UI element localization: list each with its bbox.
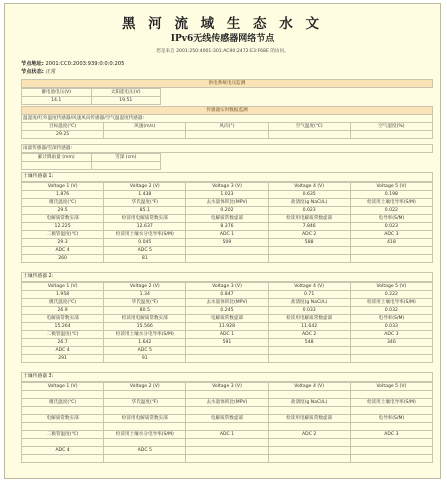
- table-row: [22, 307, 433, 315]
- target-temp-header: 目标温度(℃): [22, 123, 104, 131]
- table-row: [22, 283, 433, 291]
- soil-header-cell: Voltage 3 (V): [186, 183, 268, 191]
- soil-value-cell: [186, 455, 268, 463]
- soil-header-cell: 检读用土壤水分电导率(S/M): [104, 431, 186, 439]
- soil-value-cell: [268, 439, 350, 447]
- soil-header-cell: [268, 447, 350, 455]
- visitor-source-text: 您是来自 2001:250:4001:301:AC90:2472:E3:F68E 的访问。: [156, 49, 289, 54]
- soil-value-cell: [350, 439, 432, 447]
- soil-value-cell: [350, 423, 432, 431]
- table-row: [22, 447, 433, 455]
- soil-value-cell: [104, 391, 186, 399]
- soil-value-cell: [186, 407, 268, 415]
- soil-header-cell: [350, 447, 432, 455]
- soil-header-cell: ADC 4: [22, 447, 104, 455]
- air-humidity-header: 空气湿度(%): [350, 123, 432, 131]
- soil-header-cell: 电导率(S/M): [350, 415, 432, 423]
- table-row: [22, 199, 433, 207]
- soil-value-cell: 15.566: [104, 323, 186, 331]
- soil-value-cell: 1.023: [186, 191, 268, 199]
- soil-header-cell: 检读用电解质常数虚部: [268, 415, 350, 423]
- soil-value-cell: 0.022: [350, 207, 432, 215]
- soil-value-cell: 0.032: [350, 307, 432, 315]
- table-row: [22, 299, 433, 307]
- wind-speed-header: 风速(m/s): [104, 123, 186, 131]
- node-address-line: [21, 60, 124, 67]
- soil-value-cell: [186, 255, 268, 263]
- battery-voltage-header: 蓄电池电压(V): [22, 89, 92, 97]
- soil-header-cell: 检读用电解质常数虚部: [268, 315, 350, 323]
- soil-header-cell: ADC 2: [268, 431, 350, 439]
- battery-voltage-value: 14.1: [22, 97, 92, 105]
- soil-header-cell: 摄氏温度(℃): [22, 399, 104, 407]
- soil-value-cell: 1.642: [104, 339, 186, 347]
- soil-header-cell: 摄氏温度(℃): [22, 199, 104, 207]
- page-frame: [4, 3, 441, 479]
- soil-header-cell: 检读用电解质常数实部: [104, 315, 186, 323]
- soil-value-cell: [22, 455, 104, 463]
- soil-value-cell: [350, 455, 432, 463]
- soil-value-cell: 260: [22, 255, 104, 263]
- rain-table: [21, 153, 161, 170]
- soil-value-cell: 91: [104, 355, 186, 363]
- soil-header-cell: Voltage 3 (V): [186, 383, 268, 391]
- table-row: [22, 331, 433, 339]
- table-row: [22, 223, 433, 231]
- soil-header-cell: 摄氏温度(℃): [22, 299, 104, 307]
- soil-value-cell: 0.71: [268, 291, 350, 299]
- table-row: [22, 231, 433, 239]
- soil-header-cell: 电解质常数虚部: [186, 415, 268, 423]
- table-row: [22, 415, 433, 423]
- snow-depth-value: [91, 162, 161, 170]
- soil-value-cell: [268, 355, 350, 363]
- soil-value-cell: 12.637: [104, 223, 186, 231]
- soil-value-cell: 0.045: [104, 239, 186, 247]
- soil-value-cell: 12.225: [22, 223, 104, 231]
- soil-value-cell: 15.264: [22, 323, 104, 331]
- soil-value-cell: 11.642: [268, 323, 350, 331]
- power-table: [21, 79, 433, 88]
- soil-sensor-label: 土壤传感器 3:: [21, 372, 433, 382]
- table-row: [22, 323, 433, 331]
- soil-sensor-label: 土壤传感器 1:: [21, 172, 433, 182]
- soil-header-cell: [350, 247, 432, 255]
- soil-value-cell: [186, 391, 268, 399]
- soil-header-cell: 电解质常数虚部: [186, 315, 268, 323]
- soil-header-cell: ADC 4: [22, 347, 104, 355]
- soil-header-cell: 检读用土壤电导率(S/M): [350, 299, 432, 307]
- soil-value-cell: [22, 391, 104, 399]
- soil-value-cell: [186, 355, 268, 363]
- soil-value-cell: [350, 355, 432, 363]
- rain-section: [21, 144, 433, 170]
- soil-header-cell: ADC 2: [268, 331, 350, 339]
- soil-header-cell: Voltage 5 (V): [350, 383, 432, 391]
- soil-header-cell: Voltage 4 (V): [268, 283, 350, 291]
- soil-header-cell: ADC 2: [268, 231, 350, 239]
- soil-value-cell: 26.7: [22, 339, 104, 347]
- soil-header-cell: 检读用土壤水分电导率(S/M): [104, 331, 186, 339]
- soil-header-cell: 去水量体积比(MPV): [186, 399, 268, 407]
- snow-depth-header: 雪深 (cm): [91, 154, 161, 162]
- soil-header-cell: Voltage 4 (V): [268, 383, 350, 391]
- soil-sensor-1: [21, 172, 433, 263]
- realtime-sensor-note: 温湿度/红外温度传感器/风速风向传感器/空气温湿度传感器:: [22, 115, 433, 123]
- soil-header-cell: 电解质常数虚部: [186, 215, 268, 223]
- soil-header-cell: [350, 347, 432, 355]
- table-row: [22, 247, 433, 255]
- soil-sensor-table: [21, 282, 433, 363]
- table-row: [22, 347, 433, 355]
- soil-value-cell: [22, 423, 104, 431]
- node-status-value: 正常: [45, 69, 56, 75]
- power-values-table: [21, 88, 161, 105]
- soil-sensor-2: [21, 272, 433, 363]
- soil-value-cell: [186, 423, 268, 431]
- soil-value-cell: 0.847: [186, 291, 268, 299]
- air-temp-header: 空气温度(℃): [268, 123, 350, 131]
- soil-header-cell: 华氏温度(℉): [104, 299, 186, 307]
- soil-header-cell: Voltage 2 (V): [104, 283, 186, 291]
- power-section-title: 供电系统电压监测: [22, 80, 433, 88]
- soil-header-cell: Voltage 4 (V): [268, 183, 350, 191]
- soil-header-cell: Voltage 5 (V): [350, 283, 432, 291]
- soil-value-cell: 0.023: [268, 207, 350, 215]
- air-temp-value: [268, 131, 350, 139]
- soil-value-cell: [22, 407, 104, 415]
- soil-header-cell: 二极管温度(℃): [22, 331, 104, 339]
- soil-value-cell: [350, 391, 432, 399]
- soil-value-cell: 418: [350, 239, 432, 247]
- soil-header-cell: Voltage 5 (V): [350, 183, 432, 191]
- soil-header-cell: [186, 447, 268, 455]
- soil-value-cell: [104, 407, 186, 415]
- soil-value-cell: 509: [186, 239, 268, 247]
- soil-value-cell: 8.376: [186, 223, 268, 231]
- page-subtitle: IPv6无线传感器网络节点: [170, 34, 275, 44]
- soil-header-cell: ADC 1: [186, 231, 268, 239]
- soil-header-cell: ADC 3: [350, 231, 432, 239]
- table-row: [22, 439, 433, 447]
- table-row: [22, 339, 433, 347]
- soil-header-cell: 盐渍度(g NaCl/L): [268, 399, 350, 407]
- soil-value-cell: [104, 455, 186, 463]
- node-status-label: 节点状态:: [21, 69, 44, 75]
- soil-header-cell: 二极管温度(℃): [22, 231, 104, 239]
- solar-voltage-header: 太阳能电压(V): [91, 89, 161, 97]
- soil-value-cell: 26.9: [22, 307, 104, 315]
- soil-header-cell: ADC 1: [186, 331, 268, 339]
- soil-header-cell: 电导率(S/M): [350, 215, 432, 223]
- soil-value-cell: [268, 255, 350, 263]
- soil-header-cell: 电解质常数实部: [22, 415, 104, 423]
- wind-direction-header: 风向(°): [186, 123, 268, 131]
- soil-header-cell: Voltage 2 (V): [104, 383, 186, 391]
- soil-value-cell: 29.5: [22, 207, 104, 215]
- soil-header-cell: 检读用电解质常数实部: [104, 215, 186, 223]
- soil-header-cell: ADC 3: [350, 331, 432, 339]
- soil-sensor-3: [21, 372, 433, 463]
- soil-value-cell: [268, 391, 350, 399]
- soil-value-cell: 0.635: [268, 191, 350, 199]
- realtime-table: [21, 106, 433, 139]
- soil-sensor-label: 土壤传感器 2:: [21, 272, 433, 282]
- table-row: [22, 183, 433, 191]
- soil-value-cell: 0.198: [350, 191, 432, 199]
- soil-value-cell: 591: [186, 339, 268, 347]
- soil-header-cell: 检读用电解质常数实部: [104, 415, 186, 423]
- realtime-section-title: 传感器实时数据监测: [22, 107, 433, 115]
- soil-header-cell: ADC 1: [186, 431, 268, 439]
- wind-speed-value: [104, 131, 186, 139]
- soil-header-cell: 二极管温度(℃): [22, 431, 104, 439]
- soil-value-cell: [104, 439, 186, 447]
- realtime-section: [21, 106, 433, 139]
- soil-header-cell: [268, 247, 350, 255]
- soil-value-cell: 80.5: [104, 307, 186, 315]
- soil-header-cell: 盐渍度(g NaCl/L): [268, 299, 350, 307]
- page-title: 黑 河 流 域 生 态 水 文: [122, 16, 323, 32]
- soil-header-cell: 检读用电解质常数虚部: [268, 215, 350, 223]
- soil-value-cell: 0.245: [186, 307, 268, 315]
- soil-value-cell: [350, 407, 432, 415]
- power-section: [21, 79, 433, 105]
- soil-header-cell: ADC 5: [104, 247, 186, 255]
- soil-header-cell: Voltage 3 (V): [186, 283, 268, 291]
- table-row: [22, 455, 433, 463]
- soil-value-cell: [268, 423, 350, 431]
- soil-value-cell: 0.023: [350, 223, 432, 231]
- solar-voltage-value: 19.51: [91, 97, 161, 105]
- soil-header-cell: 去水量体积比(MPV): [186, 199, 268, 207]
- soil-header-cell: 华氏温度(℉): [104, 199, 186, 207]
- soil-sensor-table: [21, 382, 433, 463]
- rain-sensor-note: 雨量传感器/雪深传感器:: [22, 145, 433, 153]
- soil-value-cell: 291: [22, 355, 104, 363]
- soil-value-cell: 11.928: [186, 323, 268, 331]
- table-row: [22, 215, 433, 223]
- soil-value-cell: 588: [268, 239, 350, 247]
- air-humidity-value: [350, 131, 432, 139]
- node-address-label: 节点地址:: [21, 61, 44, 67]
- soil-value-cell: [268, 407, 350, 415]
- soil-header-cell: [186, 347, 268, 355]
- table-row: [22, 355, 433, 363]
- soil-header-cell: Voltage 2 (V): [104, 183, 186, 191]
- soil-header-cell: 电解质常数实部: [22, 215, 104, 223]
- target-temp-value: 29.25: [22, 131, 104, 139]
- soil-value-cell: 0.222: [350, 291, 432, 299]
- soil-value-cell: [186, 439, 268, 447]
- table-row: [22, 239, 433, 247]
- soil-value-cell: [22, 439, 104, 447]
- soil-header-cell: 华氏温度(℉): [104, 399, 186, 407]
- soil-header-cell: 盐渍度(g NaCl/L): [268, 199, 350, 207]
- soil-header-cell: [186, 247, 268, 255]
- wind-direction-value: [186, 131, 268, 139]
- soil-header-cell: ADC 5: [104, 447, 186, 455]
- soil-value-cell: 29.3: [22, 239, 104, 247]
- soil-value-cell: 346: [350, 339, 432, 347]
- soil-header-cell: 去水量体积比(MPV): [186, 299, 268, 307]
- soil-value-cell: 1.34: [104, 291, 186, 299]
- rainfall-header: 累计降雨量 (mm): [22, 154, 92, 162]
- soil-header-cell: ADC 5: [104, 347, 186, 355]
- soil-header-cell: ADC 4: [22, 247, 104, 255]
- soil-header-cell: Voltage 1 (V): [22, 283, 104, 291]
- rain-note-table: [21, 144, 433, 153]
- soil-header-cell: ADC 3: [350, 431, 432, 439]
- table-row: [22, 399, 433, 407]
- table-row: [22, 423, 433, 431]
- soil-header-cell: 检读用土壤电导率(S/M): [350, 399, 432, 407]
- soil-value-cell: 0.202: [186, 207, 268, 215]
- node-status-line: [21, 68, 56, 75]
- soil-header-cell: 电解质常数实部: [22, 315, 104, 323]
- soil-value-cell: 7.846: [268, 223, 350, 231]
- soil-value-cell: [350, 255, 432, 263]
- soil-value-cell: 81: [104, 255, 186, 263]
- table-row: [22, 391, 433, 399]
- soil-value-cell: [268, 455, 350, 463]
- soil-value-cell: [104, 423, 186, 431]
- soil-value-cell: 1.876: [22, 191, 104, 199]
- soil-value-cell: 0.033: [350, 323, 432, 331]
- rainfall-value: [22, 162, 92, 170]
- soil-value-cell: 85.1: [104, 207, 186, 215]
- soil-header-cell: 检读用土壤水分电导率(S/M): [104, 231, 186, 239]
- soil-value-cell: 548: [268, 339, 350, 347]
- soil-value-cell: 1.438: [104, 191, 186, 199]
- table-row: [22, 255, 433, 263]
- table-row: [22, 207, 433, 215]
- soil-header-cell: Voltage 1 (V): [22, 183, 104, 191]
- soil-value-cell: 1.958: [22, 291, 104, 299]
- table-row: [22, 191, 433, 199]
- soil-value-cell: 0.033: [268, 307, 350, 315]
- table-row: [22, 383, 433, 391]
- soil-sensor-table: [21, 182, 433, 263]
- soil-header-cell: [268, 347, 350, 355]
- node-address-value: 2001:CC0:2003:939:0:0:0:205: [45, 61, 125, 67]
- soil-header-cell: Voltage 1 (V): [22, 383, 104, 391]
- soil-header-cell: 检读用土壤电导率(S/M): [350, 199, 432, 207]
- table-row: [22, 291, 433, 299]
- table-row: [22, 407, 433, 415]
- soil-header-cell: 电导率(S/M): [350, 315, 432, 323]
- table-row: [22, 315, 433, 323]
- table-row: [22, 431, 433, 439]
